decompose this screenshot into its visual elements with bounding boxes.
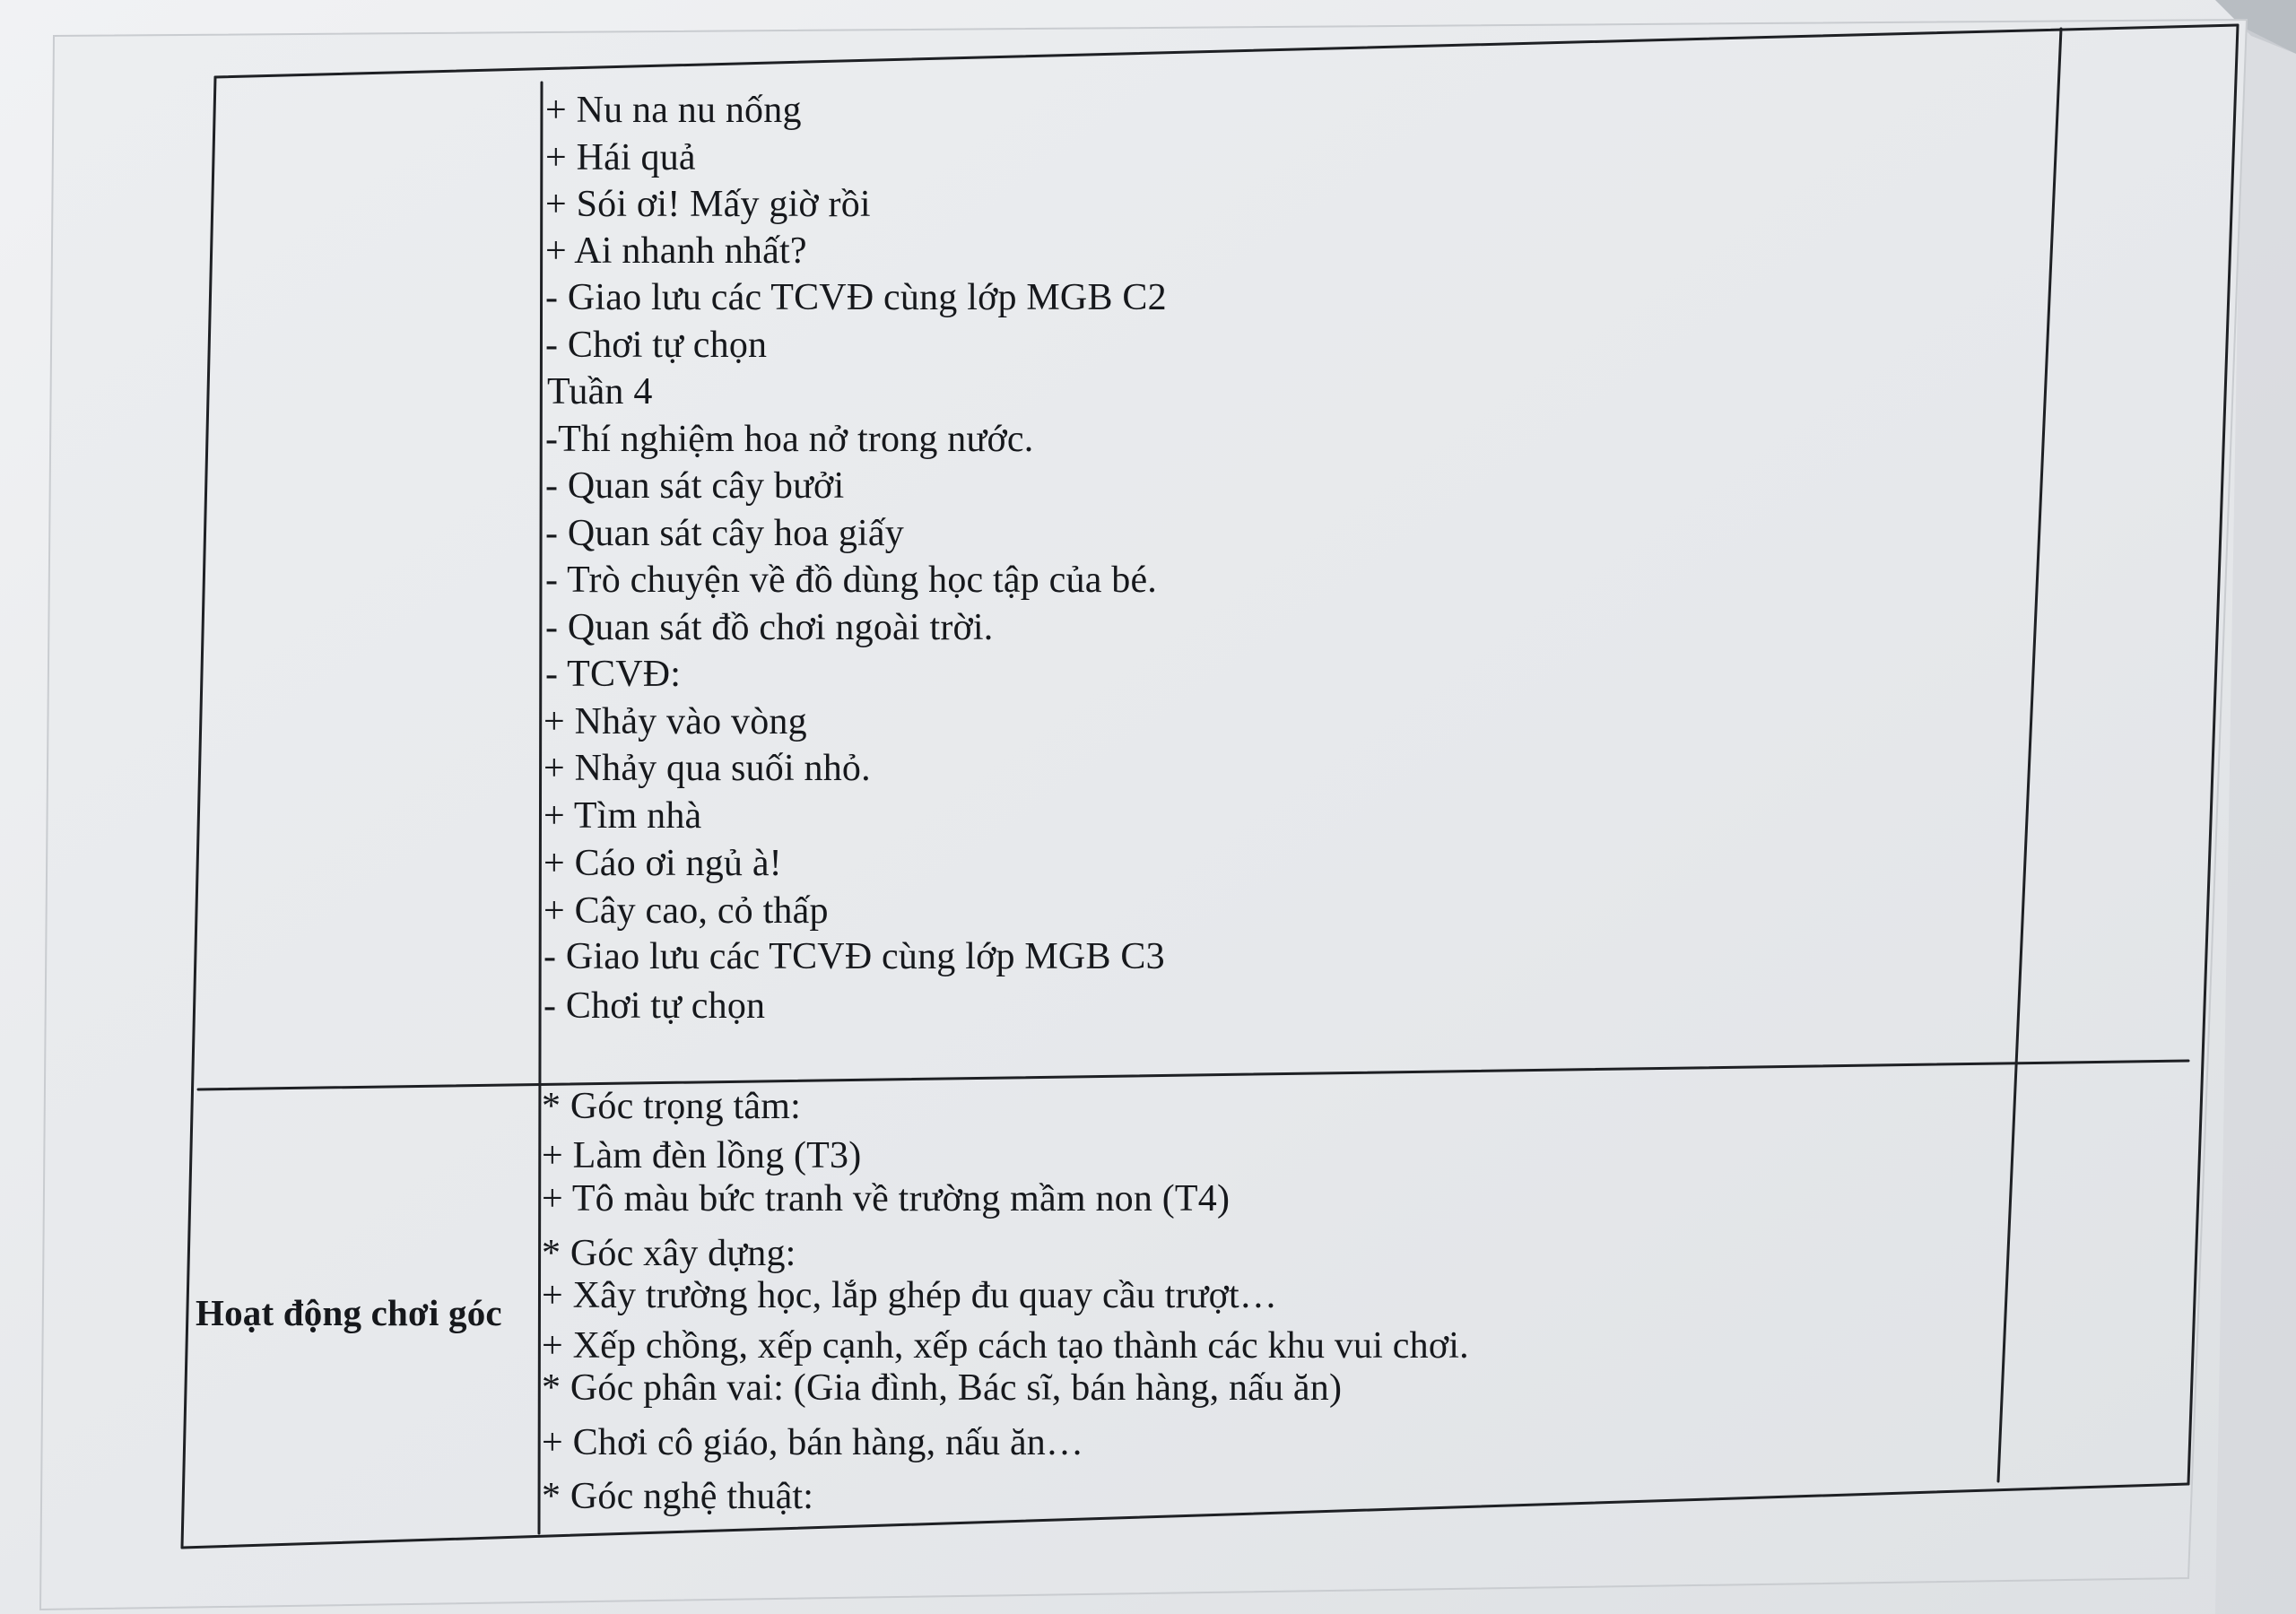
- activity-line: + Làm đèn lồng (T3): [542, 1135, 862, 1176]
- activity-line: - Quan sát cây bưởi: [545, 465, 845, 507]
- activity-line: + Xây trường học, lắp ghép đu quay cầu trượt…: [542, 1275, 1278, 1316]
- activity-line: + Nu na nu nống: [545, 90, 802, 131]
- activity-line: - Quan sát cây hoa giấy: [545, 513, 904, 554]
- activity-line: + Tìm nhà: [544, 795, 702, 837]
- activity-line: - Quan sát đồ chơi ngoài trời.: [545, 607, 994, 648]
- activity-line: - Giao lưu các TCVĐ cùng lớp MGB C2: [545, 277, 1167, 318]
- corner-heading: * Góc xây dựng:: [542, 1233, 796, 1274]
- activity-line: + Hái quả: [545, 137, 696, 178]
- table-bottom-border: [182, 1484, 2188, 1548]
- row-divider: [198, 1061, 2188, 1089]
- activity-line: - TCVĐ:: [545, 654, 682, 695]
- activity-line: + Sói ơi! Mấy giờ rồi: [545, 184, 871, 225]
- activity-line: -Thí nghiệm hoa nở trong nước.: [545, 419, 1034, 460]
- corner-heading: * Góc phân vai: (Gia đình, Bác sĩ, bán hàng, nấu ăn): [542, 1367, 1343, 1409]
- activity-line: + Cây cao, cỏ thấp: [544, 890, 829, 932]
- activity-line: - Giao lưu các TCVĐ cùng lớp MGB C3: [544, 936, 1165, 977]
- week-heading: Tuần 4: [547, 371, 653, 412]
- activity-line: + Nhảy qua suối nhỏ.: [544, 748, 871, 789]
- activity-line: + Tô màu bức tranh về trường mầm non (T4): [542, 1178, 1231, 1219]
- activity-line: - Chơi tự chọn: [545, 325, 768, 366]
- activity-line: + Ai nhanh nhất?: [545, 230, 807, 272]
- column-divider-content: [1998, 29, 2061, 1481]
- activity-line: - Chơi tự chọn: [544, 985, 766, 1027]
- corner-heading: * Góc trọng tâm:: [542, 1086, 801, 1127]
- table-right-border: [2188, 25, 2238, 1484]
- activity-line: + Cáo ơi ngủ à!: [544, 843, 782, 884]
- activity-line: + Chơi cô giáo, bán hàng, nấu ăn…: [542, 1422, 1084, 1463]
- table-top-border: [215, 25, 2238, 77]
- activity-line: + Xếp chồng, xếp cạnh, xếp cách tạo thành các khu vui chơi.: [542, 1325, 1469, 1367]
- corner-heading: * Góc nghệ thuật:: [542, 1476, 814, 1517]
- activity-line: - Trò chuyện về đồ dùng học tập của bé.: [545, 560, 1157, 601]
- activity-line: + Nhảy vào vòng: [544, 701, 807, 742]
- row-label-corner-play: Hoạt động chơi góc: [196, 1292, 502, 1333]
